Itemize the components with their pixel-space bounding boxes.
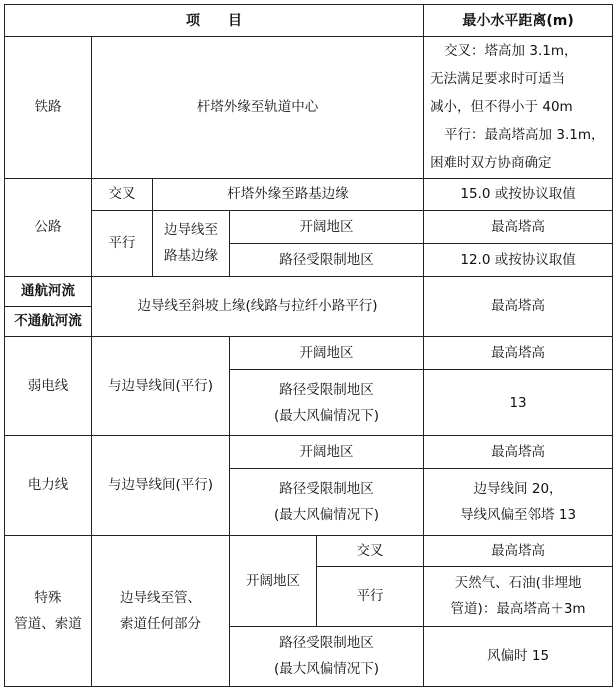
highway-cross-value: 15.0 或按协议取值 bbox=[424, 178, 613, 210]
telecom-label: 弱电线 bbox=[5, 336, 92, 435]
railway-label: 铁路 bbox=[5, 37, 92, 178]
telecom-desc: 与边导线间(平行) bbox=[92, 336, 230, 435]
telecom-restricted-value: 13 bbox=[424, 370, 613, 436]
pipeline-cross-value: 最高塔高 bbox=[424, 535, 613, 566]
river-value: 最高塔高 bbox=[424, 276, 613, 336]
pipeline-desc: 边导线至管、 索道任何部分 bbox=[92, 535, 230, 687]
telecom-restricted: 路径受限制地区 (最大风偏情况下) bbox=[230, 370, 424, 436]
power-restricted-value: 边导线间 20， 导线风偏至邻塔 13 bbox=[424, 469, 613, 535]
highway-cross: 交叉 bbox=[92, 178, 153, 210]
river-navigable: 通航河流 bbox=[5, 276, 92, 306]
pipeline-parallel: 平行 bbox=[317, 566, 424, 626]
power-open-area: 开阔地区 bbox=[230, 436, 424, 469]
highway-open-area: 开阔地区 bbox=[230, 210, 424, 243]
railway-desc: 杆塔外缘至轨道中心 bbox=[92, 37, 424, 178]
river-desc: 边导线至斜坡上缘(线路与拉纤小路平行) bbox=[92, 276, 424, 336]
power-label: 电力线 bbox=[5, 436, 92, 535]
pipeline-restricted-value: 风偏时 15 bbox=[424, 626, 613, 686]
highway-parallel-desc: 边导线至 路基边缘 bbox=[153, 210, 230, 276]
highway-restricted-value: 12.0 或按协议取值 bbox=[424, 243, 613, 276]
power-restricted: 路径受限制地区 (最大风偏情况下) bbox=[230, 469, 424, 535]
highway-restricted: 路径受限制地区 bbox=[230, 243, 424, 276]
header-distance: 最小水平距离(m) bbox=[424, 5, 613, 37]
highway-open-value: 最高塔高 bbox=[424, 210, 613, 243]
pipeline-label: 特殊 管道、索道 bbox=[5, 535, 92, 687]
power-open-value: 最高塔高 bbox=[424, 436, 613, 469]
telecom-open-value: 最高塔高 bbox=[424, 336, 613, 369]
highway-cross-desc: 杆塔外缘至路基边缘 bbox=[153, 178, 424, 210]
pipeline-cross: 交叉 bbox=[317, 535, 424, 566]
telecom-open-area: 开阔地区 bbox=[230, 336, 424, 369]
pipeline-parallel-value: 天然气、石油(非埋地 管道)：最高塔高＋3m bbox=[424, 566, 613, 626]
river-non-navigable: 不通航河流 bbox=[5, 306, 92, 336]
power-desc: 与边导线间(平行) bbox=[92, 436, 230, 535]
pipeline-restricted: 路径受限制地区 (最大风偏情况下) bbox=[230, 626, 424, 686]
railway-value: 交叉：塔高加 3.1m， 无法满足要求时可适当 减小，但不得小于 40m 平行：最高塔高加 3.1m， 困难时双方协商确定 bbox=[424, 37, 613, 178]
highway-label: 公路 bbox=[5, 178, 92, 276]
header-item: 项 目 bbox=[5, 5, 424, 37]
clearance-table bbox=[4, 4, 613, 687]
highway-parallel: 平行 bbox=[92, 210, 153, 276]
pipeline-open-area: 开阔地区 bbox=[230, 535, 317, 626]
